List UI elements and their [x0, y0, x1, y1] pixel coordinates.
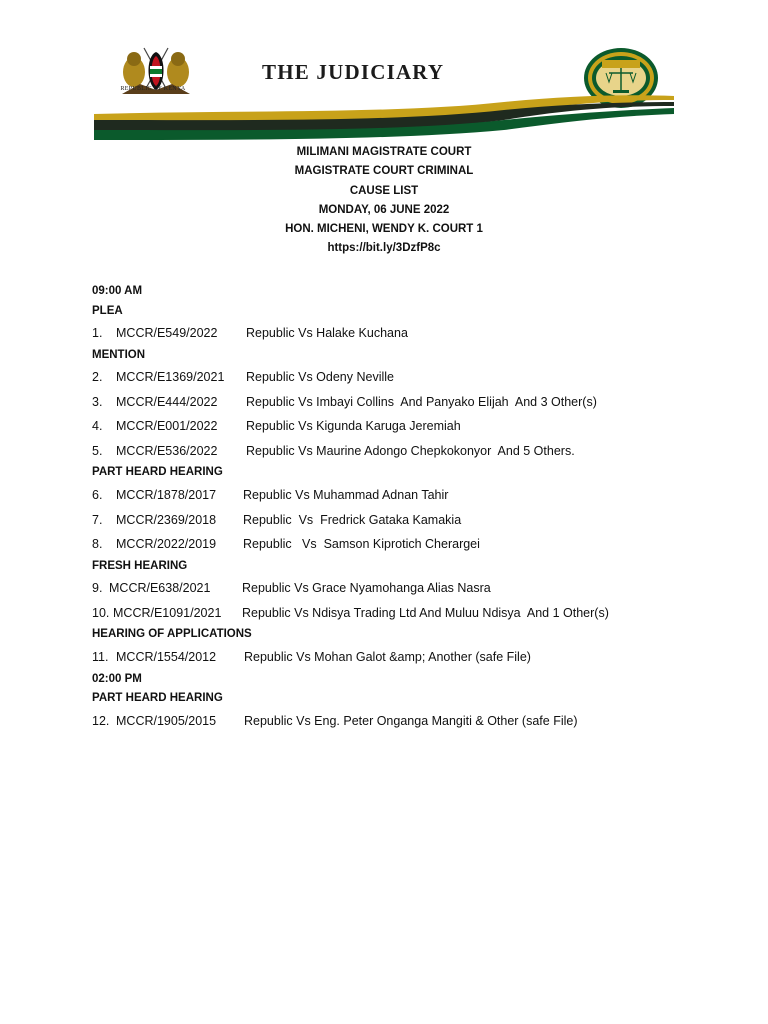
case-number-index: 3.	[92, 394, 103, 409]
case-parties: Republic Vs Mohan Galot &amp; Another (safe File)	[244, 649, 531, 664]
case-number-index: 7.	[92, 512, 103, 527]
case-parties: Republic Vs Odeny Neville	[246, 370, 394, 385]
list-item	[92, 321, 732, 346]
list-item	[92, 439, 732, 464]
case-parties: Republic Vs Grace Nyamohanga Alias Nasra	[242, 581, 491, 596]
case-number: MCCR/E638/2021	[109, 581, 211, 596]
list-item	[92, 601, 732, 626]
case-number-index: 8.	[92, 537, 103, 552]
case-number-index: 5.	[92, 443, 103, 458]
case-number: MCCR/1878/2017	[116, 487, 217, 502]
list-item	[92, 414, 732, 439]
judiciary-banner	[94, 40, 674, 140]
case-number-index: 12.	[92, 713, 110, 728]
case-number: MCCR/1554/2012	[116, 649, 217, 664]
case-parties: Republic Vs Imbayi Collins And Panyako Elijah And 3 Other(s)	[246, 394, 597, 409]
case-number-index: 10.	[92, 605, 110, 620]
court-name: MILIMANI MAGISTRATE COURT	[296, 146, 472, 158]
case-number: MCCR/2369/2018	[116, 512, 217, 527]
case-number-index: 2.	[92, 370, 103, 385]
list-item	[92, 390, 732, 415]
cause-list-body	[92, 282, 732, 733]
case-number-index: 6.	[92, 487, 103, 502]
section-title-mention: MENTION	[92, 348, 146, 361]
case-number: MCCR/E549/2022	[116, 326, 218, 340]
case-parties: Republic Vs Halake Kuchana	[246, 326, 408, 340]
banner-swoosh	[94, 84, 674, 140]
case-parties: Republic Vs Samson Kiprotich Cherargei	[243, 537, 480, 552]
section-title-applications: HEARING OF APPLICATIONS	[92, 628, 252, 641]
list-item	[92, 576, 732, 601]
case-parties: Republic Vs Ndisya Trading Ltd And Muluu Ndisya And 1 Other(s)	[242, 605, 609, 620]
section-title-plea: PLEA	[92, 304, 123, 317]
case-parties: Republic Vs Muhammad Adnan Tahir	[243, 487, 449, 502]
section-title-fresh-hearing: FRESH HEARING	[92, 559, 188, 572]
list-item	[92, 508, 732, 533]
list-item	[92, 532, 732, 557]
case-parties: Republic Vs Fredrick Gataka Kamakia	[243, 512, 462, 527]
court-division: MAGISTRATE COURT CRIMINAL	[294, 165, 474, 178]
presiding-judge: HON. MICHENI, WENDY K. COURT 1	[285, 223, 483, 236]
list-title: CAUSE LIST	[349, 184, 419, 197]
case-number-index: 9.	[92, 581, 103, 596]
case-number-index: 1.	[92, 326, 103, 340]
kenya-caption: REPUBLIC OF KENYA	[120, 86, 186, 92]
virtual-court-link[interactable]: https://bit.ly/3DzfP8c	[327, 242, 441, 255]
list-item	[92, 709, 732, 734]
cause-list-header	[0, 143, 768, 259]
case-parties: Republic Vs Kigunda Karuga Jeremiah	[246, 419, 461, 434]
case-parties: Republic Vs Eng. Peter Onganga Mangiti & Other (safe File)	[244, 713, 578, 728]
case-number: MCCR/2022/2019	[116, 537, 217, 552]
section-title-part-heard: PART HEARD HEARING	[92, 466, 223, 479]
case-parties: Republic Vs Maurine Adongo Chepkokonyor And 5 Others.	[246, 443, 575, 458]
case-number: MCCR/E1091/2021	[113, 605, 222, 620]
case-number: MCCR/E444/2022	[116, 394, 218, 409]
list-item	[92, 645, 732, 670]
list-item	[92, 483, 732, 508]
case-number: MCCR/E536/2022	[116, 443, 218, 458]
list-date: MONDAY, 06 JUNE 2022	[318, 203, 450, 216]
case-number: MCCR/1905/2015	[116, 713, 217, 728]
case-number: MCCR/E001/2022	[116, 419, 218, 434]
case-number-index: 4.	[92, 419, 103, 434]
case-number-index: 11.	[92, 649, 109, 664]
section-title-part-heard-pm: PART HEARD HEARING	[92, 692, 223, 705]
list-item	[92, 365, 732, 390]
case-number: MCCR/E1369/2021	[116, 370, 225, 385]
judiciary-title: THE JUDICIARY	[262, 60, 445, 84]
time-slot-am: 09:00 AM	[92, 285, 143, 297]
time-slot-pm: 02:00 PM	[92, 672, 142, 685]
